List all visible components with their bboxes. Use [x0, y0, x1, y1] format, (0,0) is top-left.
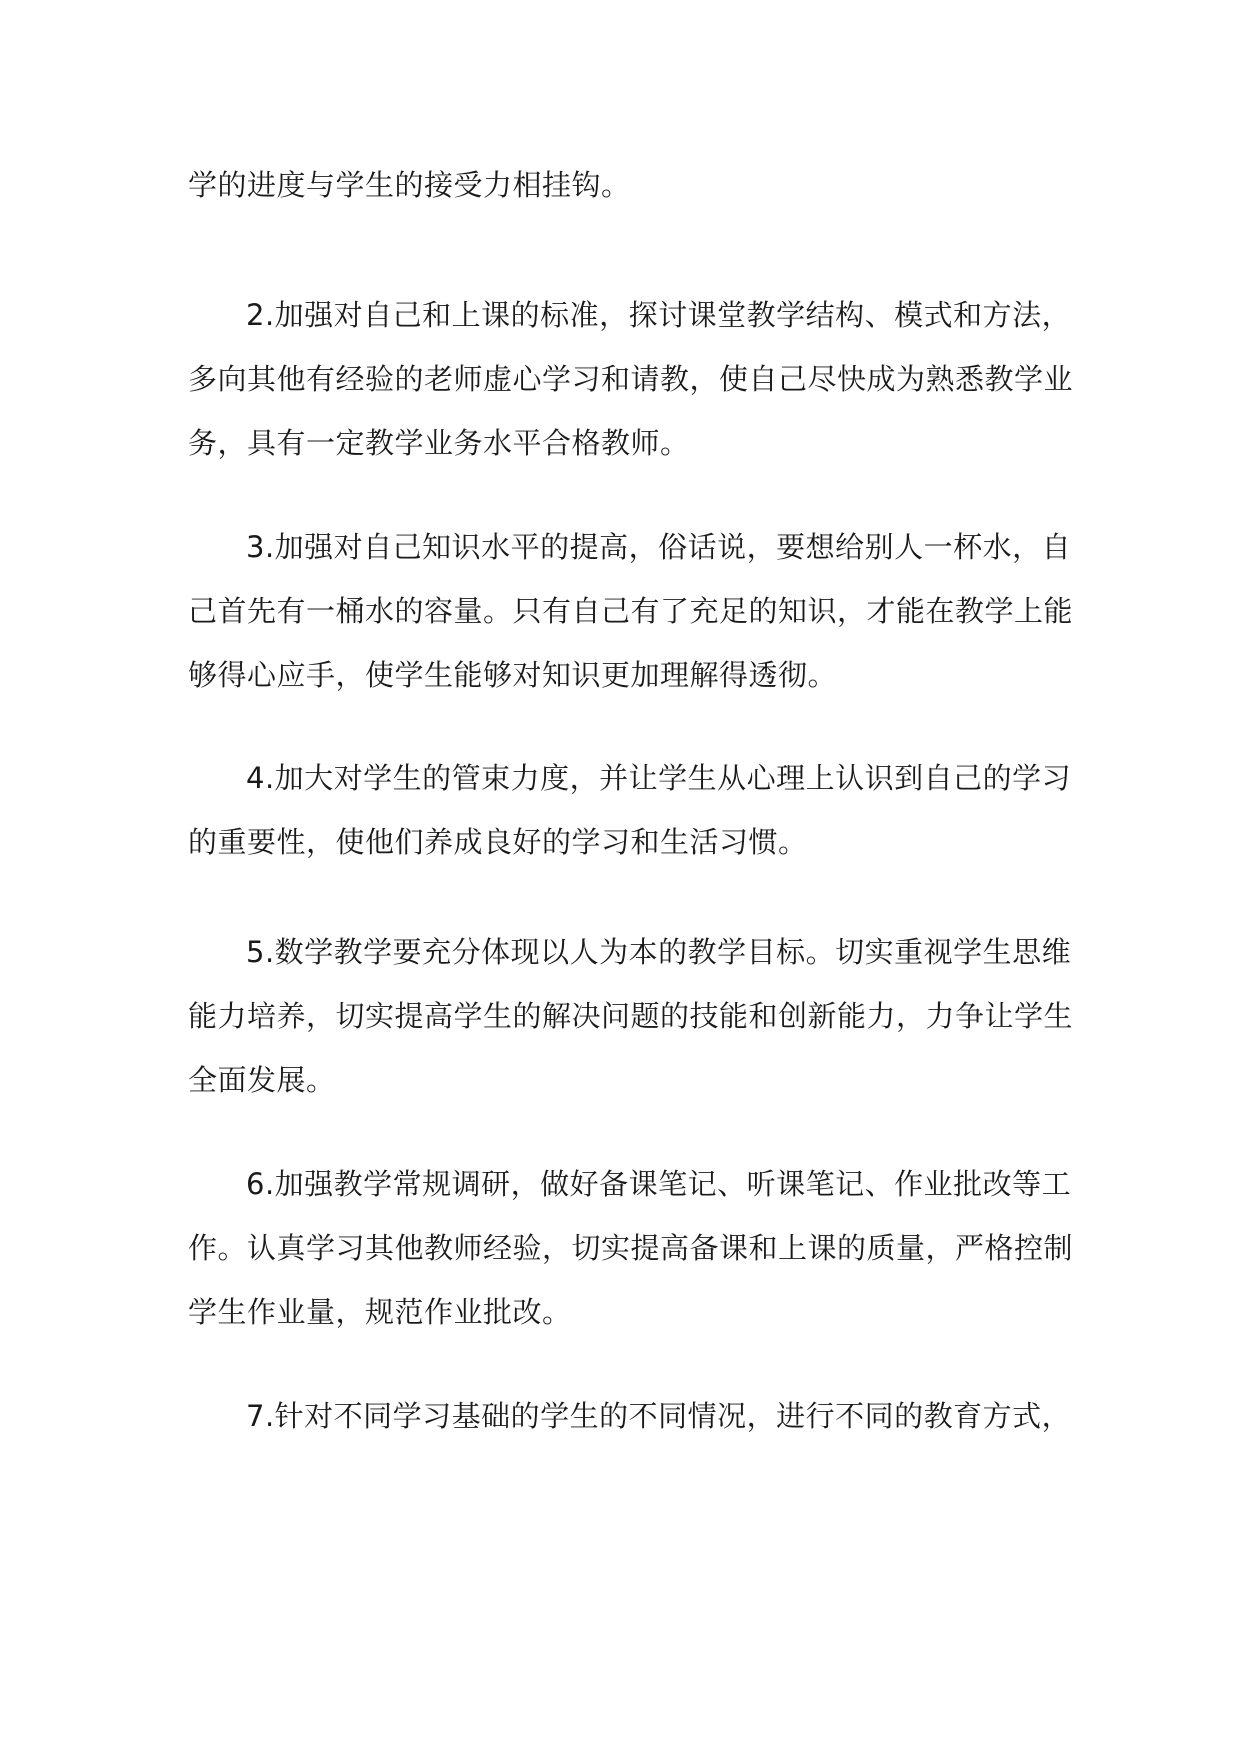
paragraph-item-6: [188, 1152, 1074, 1344]
text-line: 6.加强教学常规调研，做好备课笔记、听课笔记、作业批改等工: [246, 1167, 1072, 1201]
text-line: 学的进度与学生的接受力相挂钩。: [188, 168, 631, 202]
text-line: 3.加强对自己知识水平的提高，俗话说，要想给别人一杯水，自: [246, 530, 1072, 564]
paragraph-item-2: [188, 283, 1074, 475]
text-line: 多向其他有经验的老师虚心学习和请教，使自己尽快成为熟悉教学业: [188, 362, 1074, 396]
paragraph-item-3: [188, 515, 1074, 707]
text-line: 7.针对不同学习基础的学生的不同情况，进行不同的教育方式，: [246, 1399, 1072, 1433]
paragraph-item-4: [188, 746, 1072, 874]
text-line: 作。认真学习其他教师经验，切实提高备课和上课的质量，严格控制: [188, 1231, 1074, 1265]
text-line: 够得心应手，使学生能够对知识更加理解得透彻。: [188, 658, 838, 692]
paragraph-continuation: [188, 153, 1068, 217]
text-line: 能力培养，切实提高学生的解决问题的技能和创新能力，力争让学生: [188, 999, 1074, 1033]
text-line: 4.加大对学生的管束力度，并让学生从心理上认识到自己的学习: [246, 761, 1072, 795]
paragraph-item-7: [188, 1384, 1072, 1448]
text-line: 务，具有一定教学业务水平合格教师。: [188, 426, 690, 460]
text-line: 5.数学教学要充分体现以人为本的教学目标。切实重视学生思维: [246, 935, 1072, 969]
text-line: 全面发展。: [188, 1063, 336, 1097]
text-line: 己首先有一桶水的容量。只有自己有了充足的知识，才能在教学上能: [188, 594, 1074, 628]
text-line: 的重要性，使他们养成良好的学习和生活习惯。: [188, 825, 808, 859]
text-line: 2.加强对自己和上课的标准，探讨课堂教学结构、模式和方法，: [246, 298, 1072, 332]
paragraph-item-5: [188, 920, 1074, 1112]
text-line: 学生作业量，规范作业批改。: [188, 1295, 572, 1329]
